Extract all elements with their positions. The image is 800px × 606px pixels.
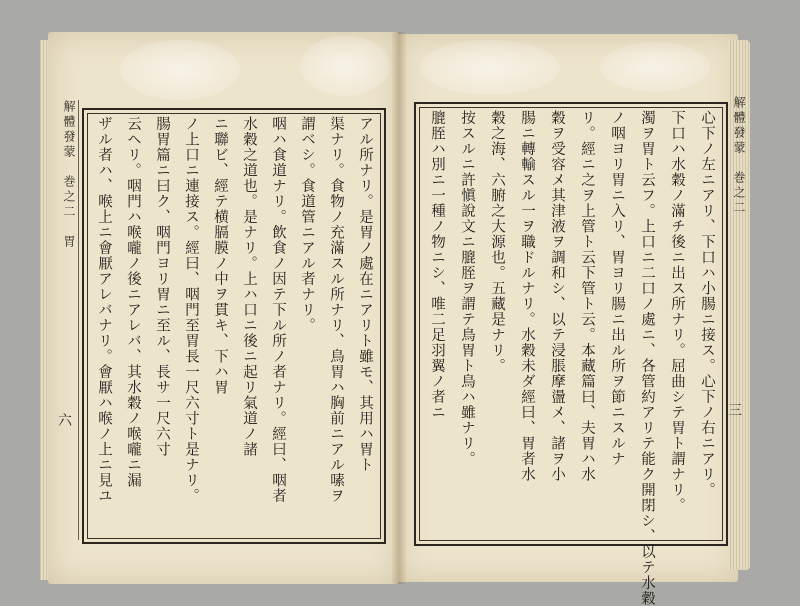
left-column-9: 云ヘリ。咽門ハ喉嚨ノ後ニアレバ、其水穀ノ喉嚨ニ漏 xyxy=(125,116,141,488)
right-column-5: リ。經ニ之ヲ上管ト云下管ト云。本藏篇曰、夫胃ハ水 xyxy=(579,110,595,482)
left-column-2: 渠ナリ。食物ノ充滿スル所ナリ、鳥胃ハ胸前ニアル嗉ヲ xyxy=(328,116,344,504)
right-hashira-text: 解體發蒙 巻之二 xyxy=(732,96,746,216)
right-column-10: 膍胵ハ別ニ一種ノ物ニシ、唯二足羽翼ノ者ニ xyxy=(429,110,445,420)
book-gutter xyxy=(392,32,406,584)
right-page-number: 三 xyxy=(728,403,742,419)
right-column-8: 穀之海、六腑之大源也。五藏是ナリ。 xyxy=(489,110,505,374)
left-column-10: ザル者ハ、喉上ニ會厭アレバナリ。會厭ハ喉ノ上ニ見ユ xyxy=(96,116,112,504)
paper-stain xyxy=(600,42,710,92)
paper-stain xyxy=(300,36,390,96)
paper-stain xyxy=(420,40,560,95)
left-column-3: 謂ベシ。食道管ニアル者ナリ。 xyxy=(299,116,315,333)
right-column-2: 下口ハ水穀ノ滿チ後ニ出ス所ナリ。屈曲シテ胃ト謂ナリ。 xyxy=(669,110,685,513)
right-text-frame xyxy=(414,102,728,606)
right-column-6: 穀ヲ受容メ其津液ヲ調和シ、以テ浸脹摩盪メ、諸ヲ小 xyxy=(549,110,565,482)
right-column-4: ノ咽ヨリ胃ニ入リ、胃ヨリ腸ニ出ル所ヲ節ニスルナ xyxy=(609,110,625,467)
left-hashira xyxy=(52,100,79,540)
left-text-frame xyxy=(82,108,386,544)
right-column-3: 濁ヲ胃ト云フ。上口ニ二口ノ處ニ、各管約アリテ能ク開閉シ、以テ水穀 xyxy=(639,110,655,606)
left-column-8: 腸胃篇ニ曰ク、咽門ヨリ胃ニ至ル、長サ一尺六寸 xyxy=(154,116,170,457)
right-column-1: 心下ノ左ニアリ、下口ハ小腸ニ接ス。心下ノ右ニアリ。 xyxy=(699,110,715,498)
left-column-1: アル所ナリ。是胃ノ處在ニアリト雖モ、其用ハ胃ト xyxy=(357,116,373,473)
left-column-5: 水穀之道也。是ナリ。上ハ口ニ後ニ起リ氣道ノ諸 xyxy=(241,116,257,457)
left-column-4: 咽ハ食道ナリ。飲食ノ因テ下ル所ノ者ナリ。經曰、咽者 xyxy=(270,116,286,504)
left-column-6: ニ聯ビ、經テ横膈膜ノ中ヲ貫キ、下ハ胃 xyxy=(212,116,228,395)
right-column-9: 按スルニ許愼說文ニ膍胵ヲ謂テ鳥胃ト鳥ハ雖ナリ。 xyxy=(459,110,475,467)
left-column-7: ノ上口ニ連接ス。經曰、咽門至胃長一尺六寸ト是ナリ。 xyxy=(183,116,199,504)
left-page-number: 六 xyxy=(58,413,72,429)
left-hashira-text: 解體發蒙 巻之二 胃 xyxy=(62,100,76,250)
right-hashira xyxy=(728,96,748,536)
paper-stain xyxy=(120,40,240,100)
right-column-7: 腸ニ轉輸スル一ヲ職ドルナリ。水穀未ダ經曰、胃者水 xyxy=(519,110,535,482)
